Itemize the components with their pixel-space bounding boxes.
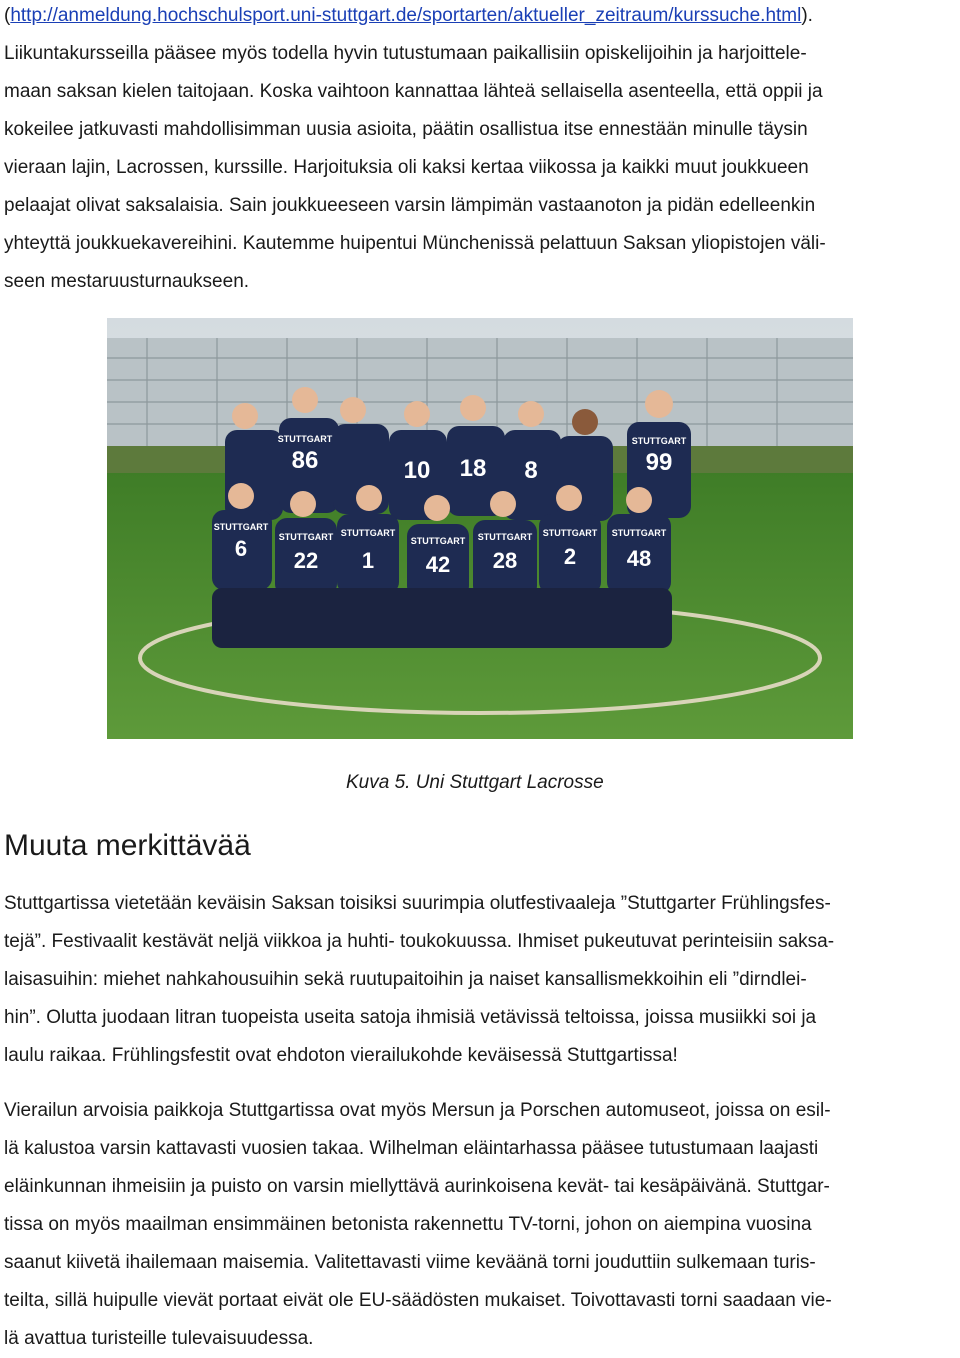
svg-text:STUTTGART: STUTTGART: [542, 528, 598, 538]
svg-text:28: 28: [492, 548, 518, 573]
intro-line: maan saksan kielen taitojaan. Koska vaihtoon kannattaa lähteä sellaisella asenteella, että oppii ja: [4, 81, 823, 102]
svg-text:10: 10: [403, 457, 431, 484]
svg-text:2: 2: [563, 544, 577, 569]
intro-paragraph: [4, 0, 958, 301]
paragraph-line: lä avattua turisteille tulevaisuudessa.: [4, 1328, 314, 1349]
svg-text:STUTTGART: STUTTGART: [477, 532, 533, 542]
intro-line: vieraan lajin, Lacrossen, kurssille. Harjoituksia oli kaksi kertaa viikossa ja kaikki muut joukkueen: [4, 157, 809, 178]
svg-text:STUTTGART: STUTTGART: [277, 434, 333, 444]
intro-line: pelaajat olivat saksalaisia. Sain joukkueeseen varsin lämpimän vastaanoton ja pidän edelleenkin: [4, 195, 816, 216]
svg-text:STUTTGART: STUTTGART: [611, 528, 667, 538]
svg-text:99: 99: [645, 449, 673, 476]
svg-text:18: 18: [459, 455, 487, 482]
paragraph-line: teilta, sillä huipulle vievät portaat eivät ole EU-säädösten mukaiset. Toivottavasti torni saadaan vie-: [4, 1290, 832, 1311]
paragraph-line: Vierailun arvoisia paikkoja Stuttgartissa ovat myös Mersun ja Porschen automuseot, joissa on esil-: [4, 1100, 831, 1121]
course-search-link[interactable]: http://anmeldung.hochschulsport.uni-stuttgart.de/sportarten/aktueller_zeitraum/kurssuche.html: [10, 5, 802, 26]
intro-line: Liikuntakursseilla pääsee myös todella hyvin tutustumaan paikallisiin opiskelijoihin ja harjoittele-: [4, 43, 807, 64]
svg-text:STUTTGART: STUTTGART: [278, 532, 334, 542]
svg-text:STUTTGART: STUTTGART: [213, 522, 269, 532]
link-line: [4, 0, 958, 35]
svg-text:22: 22: [293, 548, 319, 573]
intro-line: yhteyttä joukkuekavereihini. Kautemme huipentui Münchenissä pelattuun Saksan yliopistojen väli-: [4, 233, 826, 254]
sights-paragraph: [4, 1092, 958, 1358]
link-open-paren: (: [4, 5, 11, 26]
section-heading: Muuta merkittävää: [4, 829, 251, 862]
svg-text:86: 86: [291, 447, 319, 474]
paragraph-line: Stuttgartissa vietetään keväisin Saksan toisiksi suurimpia olutfestivaaleja ”Stuttgarter Frühlingsfes-: [4, 893, 831, 914]
paragraph-line: eläinkunnan ihmeisiin ja puisto on varsin miellyttävä aurinkoisena kevät- tai kesäpäivänä. Stuttgar-: [4, 1176, 830, 1197]
paragraph-line: lä kalustoa varsin kattavasti vuosien takaa. Wilhelman eläintarhassa pääsee tutustumaan laajasti: [4, 1138, 819, 1159]
paragraph-line: laisasuihin: miehet nahkahousuihin sekä ruutupaitoihin ja naiset kansallismekkoihin eli ”dirndlei-: [4, 969, 807, 990]
svg-text:1: 1: [361, 548, 375, 573]
intro-line: kokeilee jatkuvasti mahdollisimman uusia asioita, päätin osallistua itse ennestään minulle täysin: [4, 119, 808, 140]
photo-caption: Kuva 5. Uni Stuttgart Lacrosse: [346, 772, 604, 793]
svg-text:STUTTGART: STUTTGART: [410, 536, 466, 546]
svg-text:6: 6: [234, 536, 248, 561]
svg-text:48: 48: [626, 546, 652, 571]
paragraph-line: hin”. Olutta juodaan litran tuopeista useita satoja ihmisiä vetävissä teltoissa, joissa musiikki soi ja: [4, 1007, 817, 1028]
svg-text:8: 8: [524, 457, 538, 484]
svg-text:STUTTGART: STUTTGART: [340, 528, 396, 538]
team-photo: [107, 318, 853, 739]
intro-line: seen mestaruusturnaukseen.: [4, 271, 250, 292]
festival-paragraph: [4, 885, 958, 1075]
paragraph-line: laulu raikaa. Frühlingsfestit ovat ehdoton vierailukohde keväisessä Stuttgartissa!: [4, 1045, 678, 1066]
svg-text:STUTTGART: STUTTGART: [631, 436, 687, 446]
link-close-paren: ).: [801, 5, 813, 26]
paragraph-line: tejä”. Festivaalit kestävät neljä viikkoa ja huhti- toukokuussa. Ihmiset pukeutuvat perinteisiin saksa-: [4, 931, 835, 952]
paragraph-line: saanut kiivetä ihailemaan maisemia. Valitettavasti viime keväänä torni jouduttiin sulkemaan turis-: [4, 1252, 816, 1273]
svg-text:42: 42: [425, 552, 451, 577]
paragraph-line: tissa on myös maailman ensimmäinen betonista rakennettu TV-torni, johon on aiempina vuosina: [4, 1214, 812, 1235]
